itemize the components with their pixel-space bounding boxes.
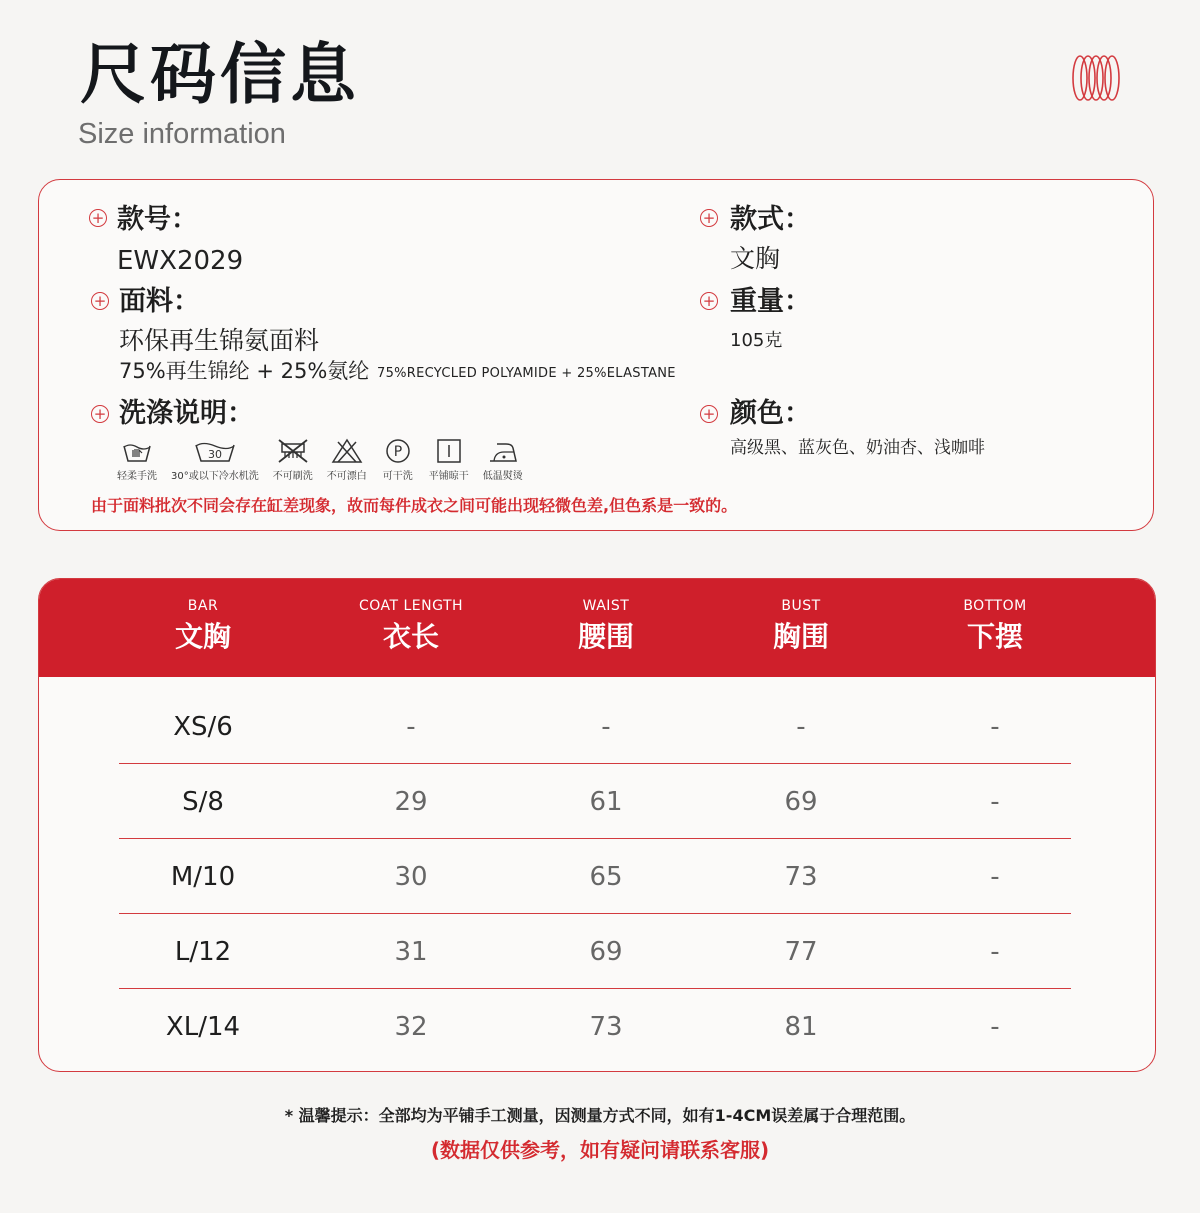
care-text: 平铺晾干 xyxy=(428,471,469,482)
style-no-value: EWX2029 xyxy=(117,246,244,276)
column-header-en: BUST xyxy=(781,598,821,614)
size-cell: L/12 xyxy=(174,936,232,967)
care-icons xyxy=(117,438,537,482)
weight-value: 105克 xyxy=(730,330,783,351)
reference-disclaimer: (数据仅供参考，如有疑问请联系客服) xyxy=(430,1138,770,1162)
waist-cell: 61 xyxy=(589,786,623,817)
product-info-card xyxy=(38,179,1154,531)
column-header-coat-length xyxy=(359,599,463,651)
column-header-zh: 文胸 xyxy=(174,620,232,653)
flat-dry-icon xyxy=(432,438,466,464)
table-row xyxy=(119,689,1071,764)
plus-circle-icon: + xyxy=(700,292,718,310)
dry-clean-symbol: P xyxy=(393,444,402,460)
table-row xyxy=(119,989,1071,1064)
fabric-label: 面料： xyxy=(119,286,200,317)
column-header-bust xyxy=(773,599,829,651)
column-header-en: BOTTOM xyxy=(963,598,1027,614)
no-brush-icon xyxy=(276,438,310,464)
plus-circle-icon: + xyxy=(91,405,109,423)
size-cell: M/10 xyxy=(170,861,236,892)
column-header-zh: 下摆 xyxy=(966,620,1023,653)
table-row xyxy=(119,914,1071,989)
care-text: 不可刷洗 xyxy=(272,471,313,482)
care-item xyxy=(273,438,313,482)
weight-label: 重量： xyxy=(730,286,811,317)
style-no-label: 款号： xyxy=(117,204,198,235)
rings-logo-icon xyxy=(1070,52,1122,104)
column-header-en: BAR xyxy=(187,598,219,614)
page-title: 尺码信息 xyxy=(80,36,360,113)
hand-wash-icon xyxy=(120,438,154,464)
fabric-value: 环保再生锦氨面料 xyxy=(119,326,320,355)
style-label: 款式： xyxy=(730,204,811,235)
color-value: 高级黑、蓝灰色、奶油杏、浅咖啡 xyxy=(730,438,985,458)
size-table xyxy=(38,578,1156,1072)
coat-length-cell: 32 xyxy=(394,1011,428,1042)
page-subtitle: Size information xyxy=(78,118,286,150)
care-text: 低温熨烫 xyxy=(482,471,523,482)
size-table-header xyxy=(39,579,1155,677)
care-text: 可干洗 xyxy=(382,471,413,482)
dry-clean-icon xyxy=(381,438,415,464)
care-item xyxy=(483,438,523,482)
bottom-cell: - xyxy=(990,861,1000,892)
column-header-zh: 腰围 xyxy=(577,620,635,653)
care-text: 30°或以下冷水机洗 xyxy=(171,471,259,482)
wash-temp: 30 xyxy=(207,448,222,461)
fabric-composition-en: 75%RECYCLED POLYAMIDE + 25%ELASTANE xyxy=(377,366,676,381)
color-difference-notice: 由于面料批次不同会存在缸差现象，故而每件成衣之间可能出现轻微色差,但色系是一致的。 xyxy=(91,496,738,515)
color-label: 颜色： xyxy=(730,398,811,429)
style-value: 文胸 xyxy=(730,244,781,273)
bottom-cell: - xyxy=(990,711,1000,742)
bust-cell: 77 xyxy=(784,936,818,967)
care-item xyxy=(327,438,367,482)
coat-length-cell: 30 xyxy=(394,861,428,892)
bottom-cell: - xyxy=(990,1011,1000,1042)
column-header-bottom xyxy=(963,599,1026,651)
plus-circle-icon: + xyxy=(89,209,107,227)
no-bleach-icon xyxy=(330,438,364,464)
column-header-waist xyxy=(578,599,634,651)
bottom-cell: - xyxy=(990,786,1000,817)
care-item xyxy=(171,438,259,482)
low-iron-icon xyxy=(486,438,520,464)
bust-cell: 81 xyxy=(784,1011,818,1042)
size-cell: S/8 xyxy=(182,786,224,817)
care-item xyxy=(429,438,469,482)
coat-length-cell: 31 xyxy=(394,936,428,967)
bust-cell: 69 xyxy=(784,786,818,817)
bottom-cell: - xyxy=(990,936,1000,967)
table-row xyxy=(119,839,1071,914)
coat-length-cell: 29 xyxy=(394,786,428,817)
care-item xyxy=(381,438,415,482)
column-header-en: WAIST xyxy=(582,598,630,614)
size-cell: XS/6 xyxy=(173,711,233,742)
table-row xyxy=(119,764,1071,839)
measurement-tip: * 温馨提示：全部均为平铺手工测量，因测量方式不同，如有1-4CM误差属于合理范围。 xyxy=(284,1106,916,1125)
size-cell: XL/14 xyxy=(165,1011,241,1042)
waist-cell: 69 xyxy=(589,936,623,967)
column-header-zh: 衣长 xyxy=(382,620,439,653)
plus-circle-icon: + xyxy=(700,405,718,423)
waist-cell: - xyxy=(601,711,611,742)
plus-circle-icon: + xyxy=(91,292,109,310)
care-label: 洗涤说明： xyxy=(119,398,254,429)
plus-circle-icon: + xyxy=(700,209,718,227)
care-item xyxy=(117,438,157,482)
bust-cell: 73 xyxy=(784,861,818,892)
fabric-composition-cn: 75%再生锦纶 + 25%氨纶 xyxy=(119,359,370,383)
bust-cell: - xyxy=(796,711,806,742)
column-header-zh: 胸围 xyxy=(772,620,830,653)
waist-cell: 65 xyxy=(589,861,623,892)
care-text: 不可漂白 xyxy=(326,471,367,482)
waist-cell: 73 xyxy=(589,1011,623,1042)
coat-length-cell: - xyxy=(406,711,416,742)
wash-30-icon xyxy=(193,438,237,464)
care-text: 轻柔手洗 xyxy=(117,471,157,482)
column-header-bar xyxy=(175,599,231,651)
column-header-en: COAT LENGTH xyxy=(358,598,464,614)
